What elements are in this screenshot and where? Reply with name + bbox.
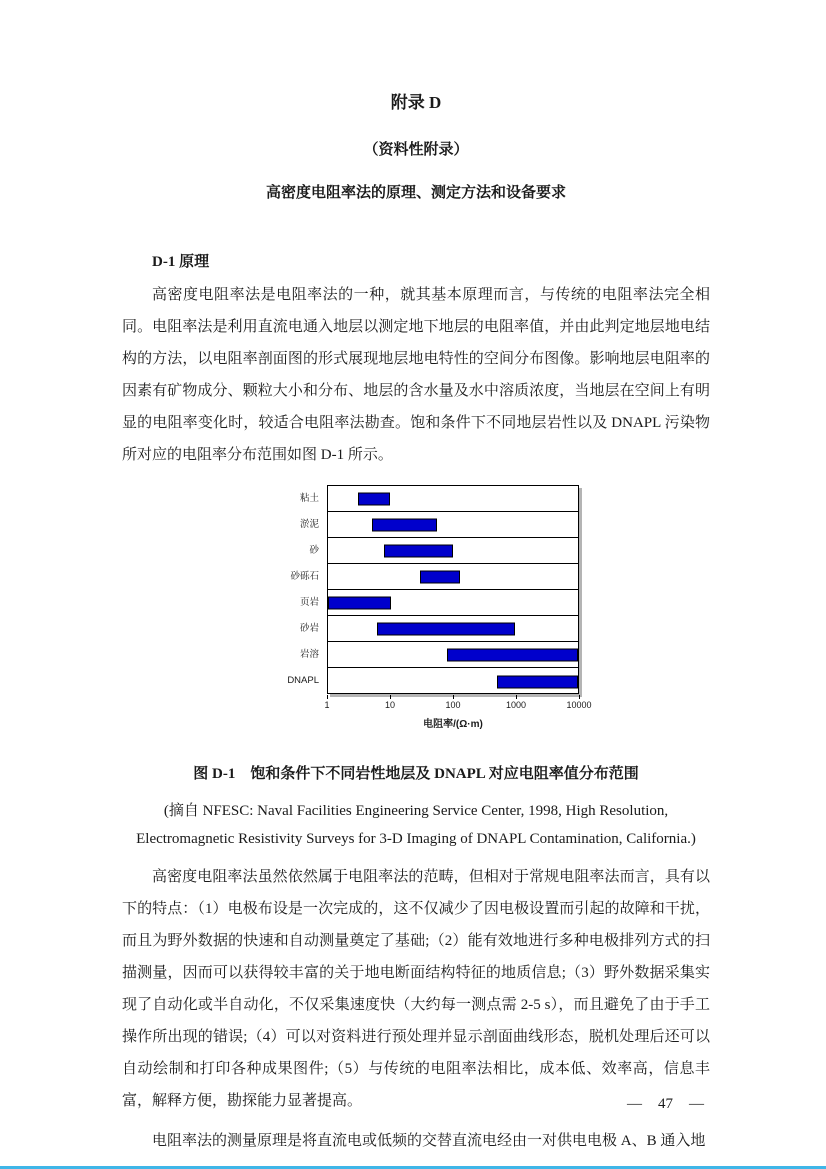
chart-row <box>328 564 578 590</box>
chart-row <box>328 642 578 668</box>
x-tick-label: 100 <box>445 700 461 710</box>
page-number: 47 <box>658 1096 673 1112</box>
figure-caption: 图 D-1 饱和条件下不同岩性地层及 DNAPL 对应电阻率值分布范围 <box>193 766 639 782</box>
footer-dash-right: — <box>689 1096 704 1112</box>
x-tick-mark <box>579 695 580 699</box>
chart-row <box>328 538 578 564</box>
x-tick-label: 1000 <box>505 700 527 710</box>
chart-row <box>328 668 578 695</box>
figure-citation <box>122 797 710 853</box>
paragraph-3: 电阻率法的测量原理是将直流电或低频的交替直流电经由一对供电电极 A、B 通入地 <box>152 1133 706 1149</box>
chart-bar <box>447 648 578 661</box>
chart-category-label: 砂岩 <box>299 623 319 634</box>
footer-dash-left: — <box>627 1096 642 1112</box>
page-footer <box>627 1096 704 1113</box>
citation-line-2: Electromagnetic Resistivity Surveys for 3-D Imaging of DNAPL Contamination, California.) <box>136 831 696 847</box>
chart-row <box>328 486 578 512</box>
x-tick-mark <box>453 695 454 699</box>
x-tick-label: 10000 <box>566 700 592 710</box>
chart-category-label: 页岩 <box>299 597 319 608</box>
chart-bar <box>420 570 460 583</box>
chart-category-label: 砂砾石 <box>290 571 319 582</box>
chart-bar <box>497 675 578 688</box>
chart-category-labels <box>253 485 327 694</box>
chart-plot <box>327 485 579 694</box>
chart-bar <box>358 492 391 505</box>
appendix-type: （资料性附录） <box>363 142 469 158</box>
chart-row <box>328 590 578 616</box>
chart-x-ticks <box>324 695 592 712</box>
chart-category-label: 砂 <box>309 545 319 556</box>
x-tick-label: 10 <box>384 700 396 710</box>
x-tick-label: 1 <box>324 700 330 710</box>
appendix-label: 附录 D <box>390 93 442 112</box>
chart-category-label: 岩溶 <box>299 649 319 660</box>
citation-line-1: (摘自 NFESC: Naval Facilities Engineering Service Center, 1998, High Resolution, <box>163 803 669 819</box>
chart-category-label: 淤泥 <box>299 519 319 530</box>
section-heading: D-1 原理 <box>152 254 210 270</box>
document-page <box>122 88 710 1157</box>
chart-row <box>328 512 578 538</box>
chart-category-label: DNAPL <box>287 675 319 686</box>
chart-bar <box>328 596 391 609</box>
x-tick-mark <box>390 695 391 699</box>
paragraph-1: 高密度电阻率法是电阻率法的一种，就其基本原理而言，与传统的电阻率法完全相同。电阻率法是利用直流电通入地层以测定地下地层的电阻率值，并由此判定地层地电结构的方法，以电阻率剖面图的形式展现地层地电特性的空间分布图像。影响地层电阻率的因素有矿物成分、颗粒大小和分布、地层的含水量及水中溶质浓度，当地层在空间上有明显的电阻率变化时，较适合电阻率法勘查。饱和条件下不同地层岩性以及 DNAPL 污染物所对应的电阻率分布范围如图 D-1 所示。 <box>122 287 710 463</box>
chart-category-label: 粘土 <box>299 493 319 504</box>
chart-x-axis-label: 电阻率/(Ω·m) <box>423 719 483 730</box>
figure-d1 <box>122 485 710 730</box>
chart-row <box>328 616 578 642</box>
appendix-title: 高密度电阻率法的原理、测定方法和设备要求 <box>265 185 566 201</box>
x-tick-mark <box>516 695 517 699</box>
chart-bar <box>384 544 453 557</box>
x-tick-mark <box>327 695 328 699</box>
resistivity-range-chart <box>122 485 710 730</box>
chart-plot-column <box>324 485 592 730</box>
chart-bar <box>372 518 437 531</box>
chart-bar <box>377 622 516 635</box>
paragraph-2: 高密度电阻率法虽然依然属于电阻率法的范畴，但相对于常规电阻率法而言，具有以下的特点：（1）电极布设是一次完成的，这不仅减少了因电极设置而引起的故障和干扰，而且为野外数据的快速和自动测量奠定了基础;（2）能有效地进行多种电极排列方式的扫描测量，因而可以获得较丰富的关于地电断面结构特征的地质信息;（3）野外数据采集实现了自动化或半自动化，不仅采集速度快（大约每一测点需 2-5 s），而且避免了由于手工操作所出现的错误;（4）可以对资料进行预处理并显示剖面曲线形态，脱机处理后还可以自动绘制和打印各种成果图件;（5）与传统的电阻率法相比，成本低、效率高，信息丰富，解释方便，勘探能力显著提高。 <box>122 869 710 1109</box>
